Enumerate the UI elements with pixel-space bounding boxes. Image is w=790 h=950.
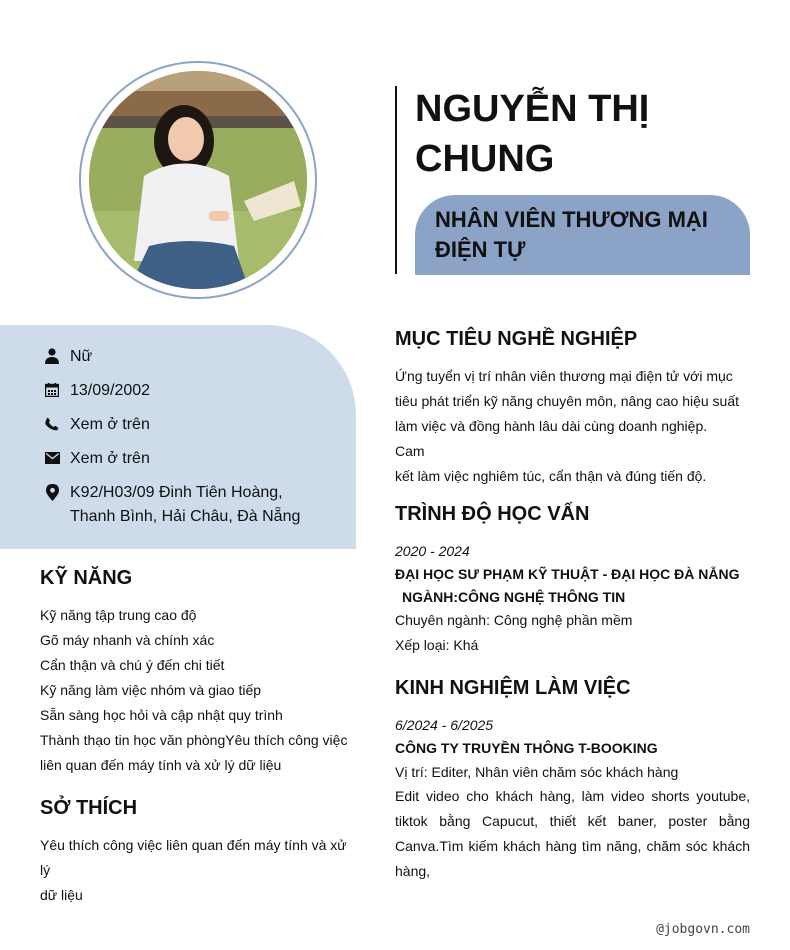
gender-value: Nữ bbox=[70, 348, 93, 365]
name-line-1: NGUYỄN THỊ bbox=[415, 88, 650, 130]
experience-heading: KINH NGHIỆM LÀM VIỆC bbox=[395, 677, 631, 699]
objective-text bbox=[395, 364, 740, 489]
school-line-1: ĐẠI HỌC SƯ PHẠM KỸ THUẬT - ĐẠI HỌC ĐÀ NẴNG bbox=[395, 566, 740, 582]
objective-line: tiêu phát triển kỹ năng chuyên môn, nâng cao hiệu suất bbox=[395, 393, 740, 409]
skills-list bbox=[40, 603, 358, 778]
hobbies-line-1: Yêu thích công việc liên quan đến máy tính và xử lý bbox=[40, 837, 347, 878]
skill-item: Sẵn sàng học hỏi và cập nhật quy trình bbox=[40, 707, 283, 723]
objective-line: Ứng tuyển vị trí nhân viên thương mại điện tử với mục bbox=[395, 368, 733, 384]
calendar-icon bbox=[44, 379, 60, 401]
skill-item: Kỹ năng tập trung cao độ bbox=[40, 607, 197, 623]
role-line-1: NHÂN VIÊN THƯƠNG MẠI bbox=[435, 207, 708, 232]
hobbies-text bbox=[40, 833, 358, 908]
experience-period: 6/2024 - 6/2025 bbox=[395, 717, 494, 733]
contact-phone bbox=[44, 413, 150, 437]
birthdate-value: 13/09/2002 bbox=[70, 382, 151, 399]
hobbies-line-2: dữ liệu bbox=[40, 887, 83, 903]
school-line-2: NGÀNH:CÔNG NGHỆ THÔNG TIN bbox=[402, 589, 626, 605]
hobbies-heading: SỞ THÍCH bbox=[40, 797, 138, 819]
mail-icon bbox=[44, 447, 60, 469]
address-value bbox=[70, 481, 300, 529]
contact-birthdate bbox=[44, 379, 150, 403]
education-grade: Xếp loại: Khá bbox=[395, 637, 479, 653]
skills-heading: KỸ NĂNG bbox=[40, 567, 133, 589]
profile-photo bbox=[89, 71, 307, 289]
person-icon bbox=[44, 345, 60, 367]
objective-heading: MỤC TIÊU NGHỀ NGHIỆP bbox=[395, 328, 638, 350]
education-school bbox=[395, 563, 745, 609]
skill-item: liên quan đến máy tính và xử lý dữ liệu bbox=[40, 757, 282, 773]
skill-item: Thành thạo tin học văn phòngYêu thích công việc bbox=[40, 732, 348, 748]
education-major: Chuyên ngành: Công nghệ phần mềm bbox=[395, 612, 633, 628]
role-banner bbox=[415, 195, 750, 275]
experience-description: Edit video cho khách hàng, làm video shorts youtube, tiktok bằng Capucut, thiết kết baner, poster bằng Canva.Tìm kiếm khách hàng tìm năng, chăm sóc khách hàng, bbox=[395, 788, 750, 879]
address-line-2: Thanh Bình, Hải Châu, Đà Nẵng bbox=[70, 508, 301, 525]
location-pin-icon bbox=[44, 481, 60, 503]
name-line-2: CHUNG bbox=[415, 138, 555, 180]
skill-item: Gõ máy nhanh và chính xác bbox=[40, 632, 215, 648]
role-line-2: ĐIỆN TỰ bbox=[435, 237, 526, 262]
skill-item: Cẩn thận và chú ý đến chi tiết bbox=[40, 657, 225, 673]
experience-company: CÔNG TY TRUYỀN THÔNG T-BOOKING bbox=[395, 740, 658, 756]
phone-icon bbox=[44, 413, 60, 435]
skill-item: Kỹ năng làm việc nhóm và giao tiếp bbox=[40, 682, 262, 698]
name-divider bbox=[395, 86, 397, 274]
candidate-name bbox=[415, 84, 755, 184]
profile-photo-frame bbox=[79, 61, 317, 299]
contact-address bbox=[44, 481, 300, 529]
education-period: 2020 - 2024 bbox=[395, 543, 470, 559]
address-line-1: K92/H03/09 Đinh Tiên Hoàng, bbox=[70, 484, 283, 501]
experience-position: Vị trí: Editer, Nhân viên chăm sóc khách hàng bbox=[395, 764, 679, 780]
education-heading: TRÌNH ĐỘ HỌC VẤN bbox=[395, 503, 590, 525]
phone-value: Xem ở trên bbox=[70, 416, 150, 433]
email-value: Xem ở trên bbox=[70, 450, 150, 467]
contact-gender bbox=[44, 345, 92, 369]
watermark: @jobgovn.com bbox=[656, 922, 750, 937]
contact-email bbox=[44, 447, 150, 471]
objective-line: kết làm việc nghiêm túc, cẩn thận và đúng tiến độ. bbox=[395, 468, 707, 484]
objective-line: làm việc và đồng hành lâu dài cùng doanh nghiệp. Cam bbox=[395, 418, 708, 459]
